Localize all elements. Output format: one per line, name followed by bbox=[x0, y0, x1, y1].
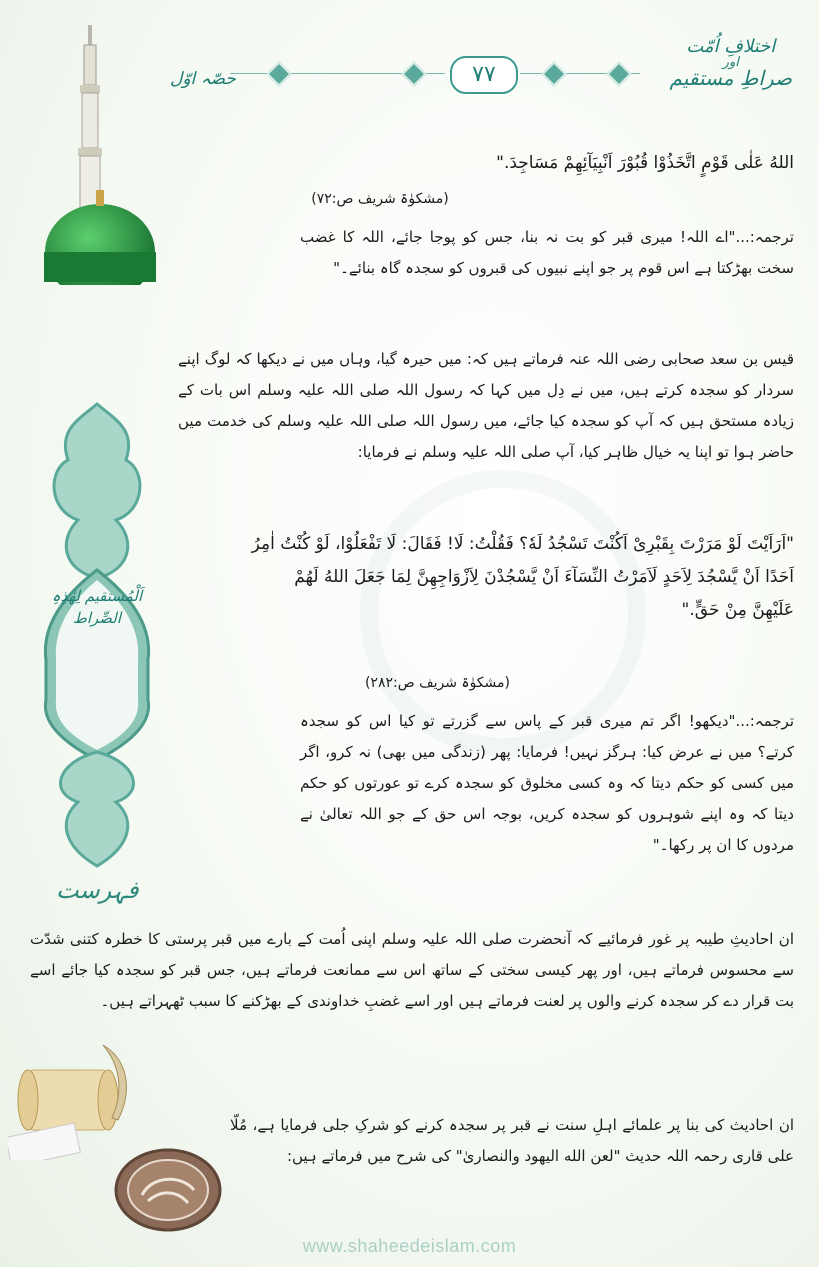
scrolls-quill-icon bbox=[8, 1040, 148, 1160]
contents-link[interactable]: فہرست bbox=[56, 876, 139, 904]
minaret-dome-icon bbox=[30, 20, 160, 285]
translation-2: ترجمہ:..."دیکھو! اگر تم میری قبر کے پاس سے گزرتے تو کیا اس کو سجدہ کرتے؟ میں نے عرض کیا: ہرگز نہیں! فرمایا: پھر (زندگی میں بھی) نہ کرو، اگر میں کسی کو حکم دیتا کہ وہ کسی مخلوق کو سجدہ کرے تو عورتوں کو حکم دیتا کہ وہ اپنے شوہروں کو سجدہ کریں، بوجہ اس حق کے جو اللہ تعالیٰ نے مردوں کا ان پر رکھا۔" bbox=[300, 712, 794, 854]
arabic-text-2: "اَرَاَيْتَ لَوْ مَرَرْتَ بِقَبْرِىْ اَكُنْتَ تَسْجُدُ لَهٗ؟ فَقُلْتُ: لَا! فَقَالَ: لَا تَفْعَلُوْا، لَوْ كُنْتُ اٰمِرُ اَحَدًا اَنْ يَّسْجُدَ لِاَحَدٍ لَاَمَرْتُ النِّسَآءَ اَنْ يَّسْجُدْنَ لِاَزْوَاجِهِنَّ لِمَا جَعَلَ اللهُ لَهُمْ عَلَيْهِنَّ مِنْ حَقٍّ." bbox=[251, 534, 794, 620]
panel-calligraphy: اَلْمُستقیم لِھٰذِہِ الصِّراط bbox=[51, 587, 143, 627]
reference-2: (مشکوٰۃ شریف ص:۲۸۲) bbox=[364, 675, 510, 691]
book-title-line2: اور bbox=[722, 55, 739, 70]
ornament-diamond-icon bbox=[266, 61, 291, 86]
translation-1: ترجمہ:..."اے اللہ! میری قبر کو بت نہ بنا، جس کو پوجا جائے، اللہ کا غضب سخت بھڑکتا ہے اس قوم پر جو اپنے نبیوں کی قبروں کو سجدہ گاہ بنائے۔" bbox=[300, 228, 794, 277]
website-url[interactable]: www.shaheedeislam.com bbox=[302, 1236, 517, 1256]
ornament-diamond-icon bbox=[606, 61, 631, 86]
section-label: حصّہ اوّل bbox=[170, 69, 236, 89]
book-title-line3: صراطِ مستقیم bbox=[669, 66, 792, 90]
page-number: ۷۷ bbox=[450, 56, 518, 94]
ornament-diamond-icon bbox=[541, 61, 566, 86]
page-header bbox=[150, 36, 810, 136]
book-title bbox=[670, 36, 792, 90]
ornament-diamond-icon bbox=[401, 61, 426, 86]
paragraph-reflection: ان احادیثِ طیبہ پر غور فرمائیے کہ آنحضرت صلی اللہ علیہ وسلم اپنی اُمت کے بارے میں قبر پرستی کا خطرہ کتنی شدّت سے محسوس فرماتے ہیں، اور پھر کیسی سختی کے ساتھ اس سے ممانعت فرماتے ہیں، جس قبر کو سجدہ کیا جائے اسے بت قرار دے کر سجدہ کرنے والوں پر لعنت فرماتے ہیں اور اسے غضبِ خداوندی کے بھڑکنے کا سبب ٹھہراتے ہیں۔ bbox=[30, 930, 794, 1010]
ornamental-panel bbox=[38, 400, 156, 870]
reference-1: (مشکوٰۃ شریف ص:۷۲) bbox=[311, 191, 449, 207]
arabic-text-1: اللهُ عَلٰى قَوْمٍ اتَّخَذُوْا قُبُوْرَ اَنْبِيَآئِهِمْ مَسَاجِدَ." bbox=[496, 153, 794, 173]
paragraph-narration: قیس بن سعد صحابی رضی اللہ عنہ فرماتے ہیں کہ: میں حیرہ گیا، وہاں میں نے دیکھا کہ لوگ اپنے سردار کو سجدہ کرتے ہیں، میں نے دِل میں کہا کہ رسول اللہ صلی اللہ علیہ وسلم اس بات کے زیادہ مستحق ہیں کہ آپ کو سجدہ کیا جائے، میں رسول اللہ صلی اللہ علیہ وسلم کی خدمت میں حاضر ہوا تو اپنا یہ خیال ظاہر کیا، آپ صلی اللہ علیہ وسلم نے فرمایا: bbox=[178, 350, 794, 461]
book-title-line1: اختلافِ اُمّت bbox=[686, 36, 776, 57]
publisher-seal-logo bbox=[112, 1145, 224, 1235]
paragraph-scholars: ان احادیث کی بنا پر علمائے اہلِ سنت نے قبر پر سجدہ کرنے کو شرکِ جلی فرمایا ہے، مُلّا علی قاری رحمہ اللہ حدیث "لعن الله اليهود والنصارىٰ" کی شرح میں فرماتے ہیں: bbox=[230, 1116, 794, 1165]
